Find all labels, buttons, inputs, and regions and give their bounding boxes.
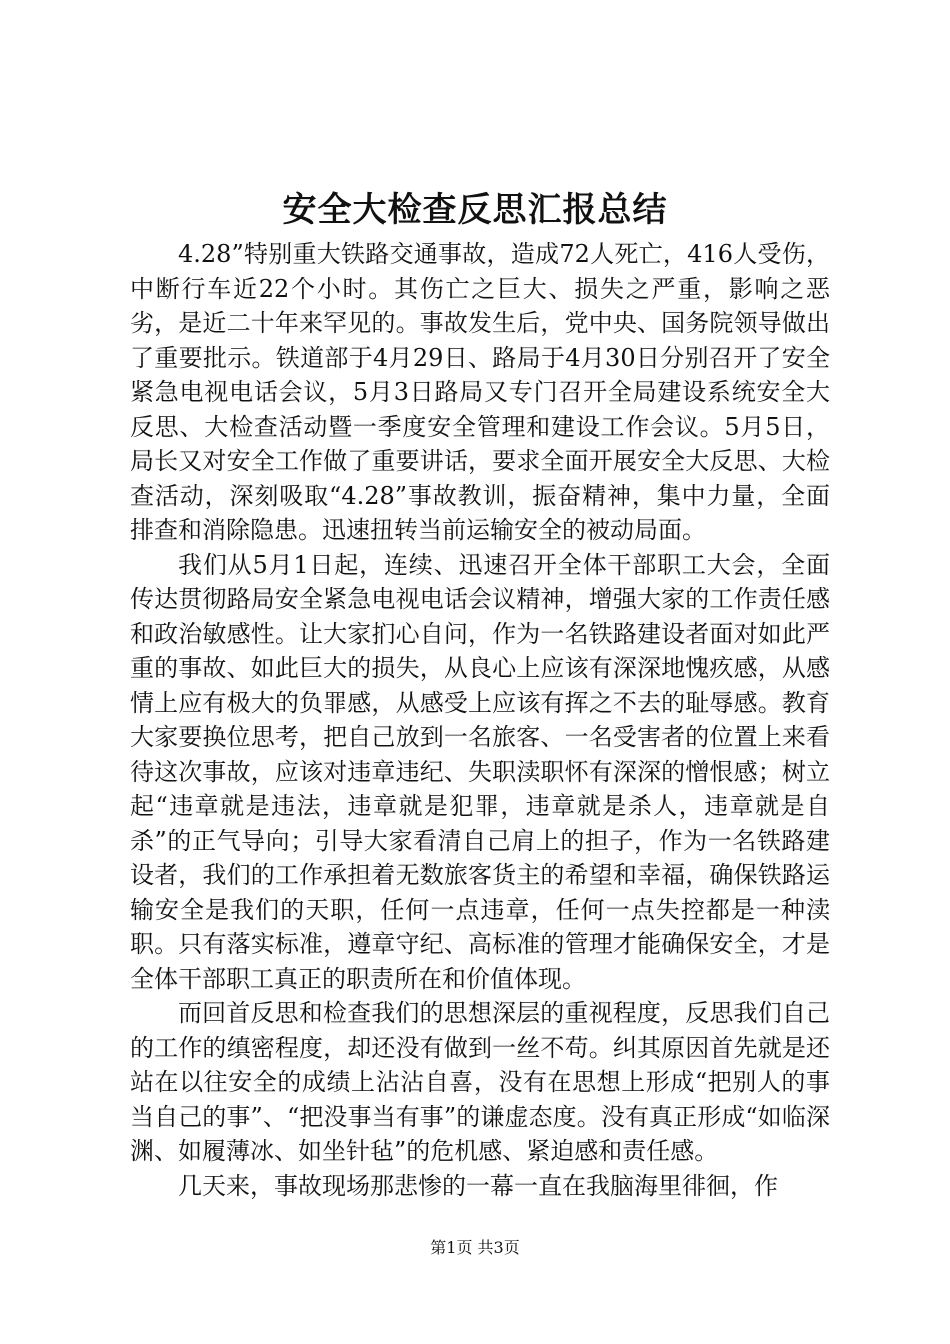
body-paragraph-3: 而回首反思和检查我们的思想深层的重视程度，反思我们自己的工作的缜密程度，却还没有做到一丝不苟。纠其原因首先就是还站在以往安全的成绩上沾沾自喜，没有在思想上形成“把别人的事当自己的事”、“把没事当有事”的谦虚态度。没有真正形成“如临深渊、如履薄冰、如坐针毡”的危机感、紧迫感和责任感。	[130, 999, 830, 1165]
body-paragraph-4: 几天来，事故现场那悲惨的一幕一直在我脑海里徘徊，作	[178, 1171, 778, 1200]
page-number-footer: 第1页 共3页	[430, 1238, 520, 1257]
document-body	[130, 237, 830, 1203]
body-paragraph-1: 4.28”特别重大铁路交通事故，造成72人死亡，416人受伤，中断行车近22个小时。其伤亡之巨大、损失之严重，影响之恶劣，是近二十年来罕见的。事故发生后，党中央、国务院领导做出了重要批示。铁道部于4月29日、路局于4月30日分别召开了安全紧急电视电话会议，5月3日路局又专门召开全局建设系统安全大反思、大检查活动暨一季度安全管理和建设工作会议。5月5日，局长又对安全工作做了重要讲话，要求全面开展安全大反思、大检查活动，深刻吸取“4.28”事故教训，振奋精神，集中力量，全面排查和消除隐患。迅速扭转当前运输安全的被动局面。	[130, 240, 830, 544]
body-paragraph-2: 我们从5月1日起，连续、迅速召开全体干部职工大会，全面传达贯彻路局安全紧急电视电话会议精神，增强大家的工作责任感和政治敏感性。让大家扪心自问，作为一名铁路建设者面对如此严重的事故、如此巨大的损失，从良心上应该有深深地愧疚感，从感情上应有极大的负罪感，从感受上应该有挥之不去的耻辱感。教育大家要换位思考，把自己放到一名旅客、一名受害者的位置上来看待这次事故，应该对违章违纪、失职渎职怀有深深的憎恨感；树立起“违章就是违法，违章就是犯罪，违章就是杀人，违章就是自杀”的正气导向；引导大家看清自己肩上的担子，作为一名铁路建设者，我们的工作承担着无数旅客货主的希望和幸福，确保铁路运输安全是我们的天职，任何一点违章，任何一点失控都是一种渎职。只有落实标准，遵章守纪、高标准的管理才能确保安全，才是全体干部职工真正的职责所在和价值体现。	[130, 550, 830, 993]
document-title: 安全大检查反思汇报总结	[282, 190, 668, 230]
